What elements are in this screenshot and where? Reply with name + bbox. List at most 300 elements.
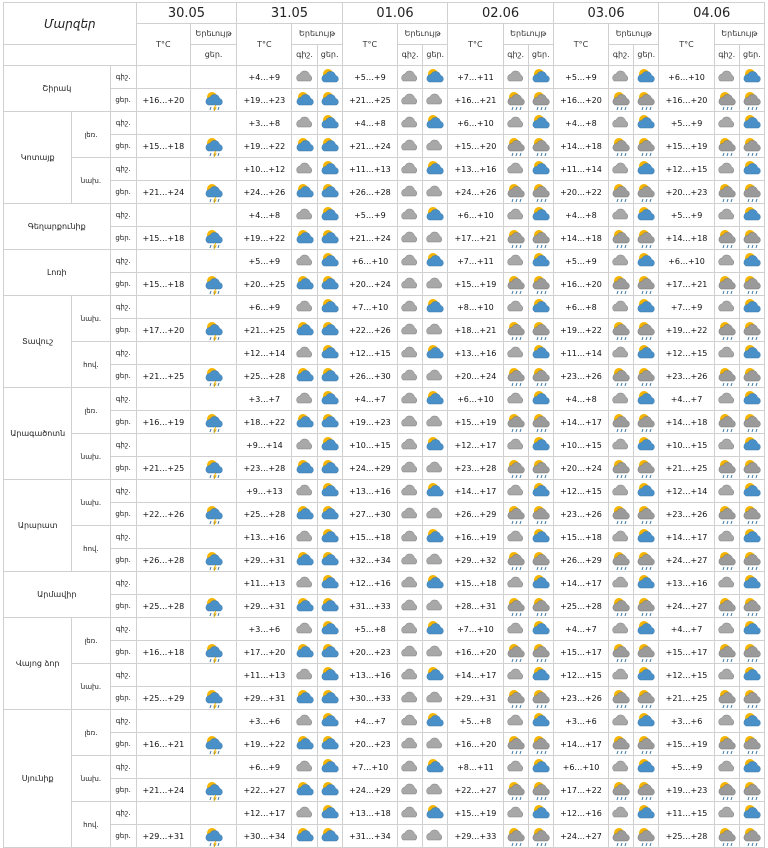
weather-icon (609, 618, 634, 641)
temperature-header: T°C (342, 24, 397, 66)
weather-icon (423, 434, 448, 457)
period-label: գիշ. (110, 204, 136, 227)
temperature-value: +15…+17 (553, 641, 608, 664)
temperature-value: +11…+14 (553, 158, 608, 181)
period-label: գիշ. (110, 710, 136, 733)
temperature-value: +11…+14 (553, 342, 608, 365)
temperature-header: T°C (553, 24, 608, 66)
weather-icon (190, 572, 236, 595)
period-label: գիշ. (110, 388, 136, 411)
weather-icon (739, 779, 764, 802)
weather-icon (292, 342, 317, 365)
weather-icon (528, 480, 553, 503)
temperature-value: +4…+7 (342, 710, 397, 733)
weather-icon (292, 733, 317, 756)
weather-icon (317, 825, 342, 848)
weather-icon (503, 365, 528, 388)
temperature-value: +4…+7 (659, 388, 714, 411)
temperature-value: +12…+16 (342, 572, 397, 595)
forecast-row (4, 66, 765, 89)
weather-icon (317, 618, 342, 641)
temperature-header: T°C (237, 24, 292, 66)
temperature-value: +15…+18 (136, 135, 190, 158)
weather-icon (714, 135, 739, 158)
weather-icon (423, 112, 448, 135)
weather-icon (423, 227, 448, 250)
weather-icon (528, 66, 553, 89)
forecast-row (4, 457, 765, 480)
temperature-value: +7…+11 (448, 250, 503, 273)
weather-icon (503, 181, 528, 204)
weather-icon (714, 227, 739, 250)
weather-icon (398, 710, 423, 733)
weather-icon (503, 296, 528, 319)
region-name: Կոտայք (4, 112, 72, 204)
temperature-value (136, 618, 190, 641)
temperature-value: +14…+17 (659, 526, 714, 549)
temperature-value: +15…+18 (342, 526, 397, 549)
weather-icon (398, 756, 423, 779)
forecast-row (4, 388, 765, 411)
weather-icon (634, 296, 659, 319)
forecast-row (4, 158, 765, 181)
period-label: գիշ. (110, 526, 136, 549)
period-label: ցեր. (110, 457, 136, 480)
phenomenon-header: Երեւույթ (714, 24, 764, 45)
weather-icon (423, 595, 448, 618)
weather-icon (190, 112, 236, 135)
region-name: Արմավիր (4, 572, 111, 618)
date-header: 03.06 (553, 3, 659, 24)
weather-icon (317, 526, 342, 549)
weather-icon (528, 526, 553, 549)
region-name: Վայոց ձոր (4, 618, 72, 710)
period-label: ցեր. (110, 135, 136, 158)
phenomenon-header: Երեւույթ (292, 24, 342, 45)
temperature-value: +28…+31 (448, 595, 503, 618)
weather-icon (528, 296, 553, 319)
weather-icon (739, 526, 764, 549)
subheader-spacer (4, 45, 137, 66)
weather-icon (503, 319, 528, 342)
weather-icon (292, 641, 317, 664)
weather-icon (317, 273, 342, 296)
temperature-value: +23…+26 (553, 687, 608, 710)
temperature-value: +12…+14 (237, 342, 292, 365)
weather-icon (292, 457, 317, 480)
temperature-value: +17…+21 (448, 227, 503, 250)
temperature-value: +4…+7 (659, 618, 714, 641)
period-label: ցեր. (110, 319, 136, 342)
weather-icon (398, 595, 423, 618)
weather-icon (423, 158, 448, 181)
temperature-value: +4…+8 (553, 204, 608, 227)
night-subheader: գիշ. (503, 45, 528, 66)
temperature-value: +12…+14 (659, 480, 714, 503)
temperature-value: +6…+10 (553, 756, 608, 779)
weather-icon (739, 434, 764, 457)
weather-icon (292, 526, 317, 549)
weather-icon (714, 181, 739, 204)
weather-icon (292, 802, 317, 825)
weather-icon (634, 825, 659, 848)
temperature-value: +3…+6 (659, 710, 714, 733)
weather-icon (317, 181, 342, 204)
temperature-value: +17…+20 (237, 641, 292, 664)
temperature-value: +5…+9 (659, 112, 714, 135)
temperature-value: +19…+22 (659, 319, 714, 342)
temperature-value: +13…+16 (659, 572, 714, 595)
temperature-value: +19…+22 (237, 135, 292, 158)
weather-icon (503, 687, 528, 710)
temperature-value: +21…+25 (237, 319, 292, 342)
temperature-value (136, 664, 190, 687)
weather-icon (190, 710, 236, 733)
weather-icon (292, 480, 317, 503)
weather-icon (634, 549, 659, 572)
region-name: Շիրակ (4, 66, 111, 112)
weather-icon (503, 664, 528, 687)
weather-icon (317, 572, 342, 595)
weather-icon (190, 319, 236, 342)
temperature-value: +14…+18 (553, 135, 608, 158)
forecast-row (4, 503, 765, 526)
weather-icon (714, 733, 739, 756)
weather-icon (714, 756, 739, 779)
weather-icon (634, 135, 659, 158)
weather-icon (292, 135, 317, 158)
weather-icon (739, 342, 764, 365)
day-subheader: ցեր. (317, 45, 342, 66)
subregion-name: լեռ. (72, 618, 110, 664)
weather-icon (292, 687, 317, 710)
temperature-value: +15…+18 (553, 526, 608, 549)
weather-icon (503, 434, 528, 457)
forecast-row (4, 319, 765, 342)
temperature-value: +20…+23 (342, 641, 397, 664)
weather-icon (714, 388, 739, 411)
forecast-row (4, 273, 765, 296)
forecast-row (4, 365, 765, 388)
forecast-row (4, 526, 765, 549)
period-label: ցեր. (110, 181, 136, 204)
weather-icon (528, 89, 553, 112)
temperature-value: +12…+15 (659, 342, 714, 365)
weather-icon (528, 411, 553, 434)
weather-icon (292, 503, 317, 526)
temperature-value: +4…+7 (553, 618, 608, 641)
weather-icon (398, 503, 423, 526)
weather-icon (423, 687, 448, 710)
weather-icon (634, 434, 659, 457)
weather-icon (423, 66, 448, 89)
weather-icon (714, 411, 739, 434)
temperature-value: +16…+20 (448, 733, 503, 756)
temperature-value: +7…+10 (448, 618, 503, 641)
weather-icon (292, 779, 317, 802)
weather-icon (292, 250, 317, 273)
weather-icon (634, 664, 659, 687)
weather-icon (292, 825, 317, 848)
weather-icon (423, 825, 448, 848)
temperature-value: +14…+18 (553, 227, 608, 250)
period-label: ցեր. (110, 365, 136, 388)
subregion-name: նախ. (72, 480, 110, 526)
weather-icon (528, 595, 553, 618)
weather-icon (714, 572, 739, 595)
temperature-value: +29…+31 (448, 687, 503, 710)
weather-icon (423, 250, 448, 273)
temperature-value (136, 158, 190, 181)
weather-icon (292, 204, 317, 227)
temperature-value: +31…+34 (342, 825, 397, 848)
weather-icon (634, 66, 659, 89)
period-label: ցեր. (110, 733, 136, 756)
weather-icon (398, 779, 423, 802)
weather-icon (190, 365, 236, 388)
temperature-value: +16…+20 (553, 273, 608, 296)
weather-icon (190, 457, 236, 480)
temperature-value: +16…+20 (659, 89, 714, 112)
weather-icon (190, 825, 236, 848)
weather-icon (634, 595, 659, 618)
weather-icon (190, 733, 236, 756)
subregion-name: հով. (72, 802, 110, 848)
weather-icon (317, 756, 342, 779)
weather-icon (714, 296, 739, 319)
temperature-value: +13…+16 (342, 480, 397, 503)
forecast-row (4, 779, 765, 802)
temperature-value (136, 250, 190, 273)
weather-icon (423, 710, 448, 733)
forecast-row (4, 411, 765, 434)
weather-icon (190, 595, 236, 618)
temperature-value: +25…+28 (553, 595, 608, 618)
temperature-value: +19…+23 (237, 89, 292, 112)
temperature-value: +25…+28 (237, 503, 292, 526)
weather-icon (398, 227, 423, 250)
weather-icon (714, 687, 739, 710)
temperature-value: +24…+26 (448, 181, 503, 204)
forecast-row (4, 595, 765, 618)
date-header: 04.06 (659, 3, 765, 24)
weather-icon (503, 112, 528, 135)
weather-icon (739, 112, 764, 135)
weather-icon (190, 181, 236, 204)
weather-icon (714, 342, 739, 365)
weather-icon (398, 618, 423, 641)
weather-icon (609, 733, 634, 756)
temperature-value: +16…+20 (553, 89, 608, 112)
weather-icon (503, 503, 528, 526)
temperature-value: +4…+8 (342, 112, 397, 135)
weather-icon (190, 342, 236, 365)
weather-icon (634, 181, 659, 204)
temperature-value (136, 434, 190, 457)
weather-icon (528, 250, 553, 273)
weather-icon (190, 434, 236, 457)
weather-icon (528, 618, 553, 641)
temperature-value: +21…+25 (659, 687, 714, 710)
weather-icon (423, 457, 448, 480)
temperature-value: +29…+31 (237, 595, 292, 618)
weather-icon (317, 227, 342, 250)
temperature-value: +19…+22 (553, 319, 608, 342)
temperature-value: +20…+24 (553, 457, 608, 480)
weather-icon (190, 503, 236, 526)
temperature-value: +29…+31 (237, 687, 292, 710)
period-label: ցեր. (110, 641, 136, 664)
weather-icon (317, 89, 342, 112)
temperature-value: +26…+28 (342, 181, 397, 204)
weather-icon (714, 112, 739, 135)
temperature-value: +9…+13 (237, 480, 292, 503)
weather-icon (292, 66, 317, 89)
temperature-value: +20…+25 (237, 273, 292, 296)
weather-icon (398, 664, 423, 687)
period-label: գիշ. (110, 802, 136, 825)
weather-icon (423, 618, 448, 641)
temperature-value: +21…+24 (136, 181, 190, 204)
weather-icon (317, 710, 342, 733)
weather-icon (190, 618, 236, 641)
weather-icon (190, 66, 236, 89)
temperature-value: +23…+26 (659, 503, 714, 526)
temperature-value (136, 572, 190, 595)
forecast-row (4, 342, 765, 365)
temperature-value: +3…+6 (553, 710, 608, 733)
weather-icon (423, 365, 448, 388)
temperature-value: +7…+11 (448, 66, 503, 89)
forecast-row (4, 181, 765, 204)
weather-icon (423, 572, 448, 595)
date-header: 01.06 (342, 3, 448, 24)
temperature-value: +26…+30 (342, 365, 397, 388)
weather-icon (609, 135, 634, 158)
subregion-name: լեռ. (72, 388, 110, 434)
weather-icon (739, 135, 764, 158)
weather-icon (609, 526, 634, 549)
weather-icon (190, 296, 236, 319)
date-header: 30.05 (136, 3, 237, 24)
temperature-value: +14…+17 (553, 411, 608, 434)
temperature-value (136, 112, 190, 135)
temperature-value: +16…+18 (136, 641, 190, 664)
weather-icon (503, 250, 528, 273)
weather-icon (714, 319, 739, 342)
temperature-value (136, 802, 190, 825)
weather-icon (190, 526, 236, 549)
weather-icon (528, 779, 553, 802)
weather-icon (423, 273, 448, 296)
weather-icon (609, 296, 634, 319)
weather-icon (739, 204, 764, 227)
weather-icon (739, 457, 764, 480)
phenomenon-header: Երեւույթ (503, 24, 553, 45)
weather-icon (609, 227, 634, 250)
weather-icon (503, 779, 528, 802)
weather-icon (634, 503, 659, 526)
weather-icon (528, 457, 553, 480)
weather-icon (528, 710, 553, 733)
weather-icon (503, 549, 528, 572)
temperature-value: +4…+8 (553, 388, 608, 411)
weather-icon (609, 250, 634, 273)
temperature-value: +14…+17 (553, 733, 608, 756)
weather-icon (714, 273, 739, 296)
weather-icon (190, 641, 236, 664)
weather-icon (634, 273, 659, 296)
weather-forecast-table (3, 2, 765, 848)
temperature-value: +21…+24 (342, 135, 397, 158)
temperature-value: +22…+26 (136, 503, 190, 526)
temperature-value: +21…+24 (342, 227, 397, 250)
weather-icon (398, 273, 423, 296)
forecast-row (4, 112, 765, 135)
temperature-value: +23…+28 (237, 457, 292, 480)
weather-icon (190, 388, 236, 411)
temperature-value (136, 204, 190, 227)
weather-icon (634, 618, 659, 641)
weather-icon (739, 503, 764, 526)
temperature-value: +11…+13 (237, 572, 292, 595)
weather-icon (609, 687, 634, 710)
weather-icon (190, 802, 236, 825)
weather-icon (190, 756, 236, 779)
period-label: գիշ. (110, 618, 136, 641)
temperature-value: +16…+19 (136, 411, 190, 434)
weather-icon (609, 756, 634, 779)
weather-icon (398, 457, 423, 480)
weather-icon (423, 89, 448, 112)
temperature-value: +24…+29 (342, 779, 397, 802)
weather-icon (503, 480, 528, 503)
date-header: 02.06 (448, 3, 554, 24)
weather-icon (739, 227, 764, 250)
temperature-value: +23…+26 (659, 365, 714, 388)
temperature-value: +18…+21 (448, 319, 503, 342)
temperature-value: +20…+24 (448, 365, 503, 388)
temperature-value: +13…+16 (448, 158, 503, 181)
weather-icon (317, 733, 342, 756)
weather-icon (714, 365, 739, 388)
weather-icon (190, 779, 236, 802)
weather-icon (739, 273, 764, 296)
weather-icon (609, 549, 634, 572)
weather-icon (634, 342, 659, 365)
weather-icon (423, 342, 448, 365)
weather-icon (528, 112, 553, 135)
period-label: գիշ. (110, 112, 136, 135)
weather-icon (634, 204, 659, 227)
temperature-value: +10…+15 (553, 434, 608, 457)
temperature-value: +19…+22 (237, 733, 292, 756)
temperature-value: +25…+28 (136, 595, 190, 618)
weather-icon (317, 457, 342, 480)
temperature-value: +3…+6 (237, 618, 292, 641)
weather-icon (423, 802, 448, 825)
temperature-value: +32…+34 (342, 549, 397, 572)
weather-icon (634, 802, 659, 825)
weather-icon (317, 388, 342, 411)
weather-icon (739, 687, 764, 710)
weather-icon (317, 250, 342, 273)
temperature-value: +20…+23 (659, 181, 714, 204)
forecast-row (4, 434, 765, 457)
weather-icon (739, 296, 764, 319)
weather-icon (528, 388, 553, 411)
weather-icon (528, 756, 553, 779)
